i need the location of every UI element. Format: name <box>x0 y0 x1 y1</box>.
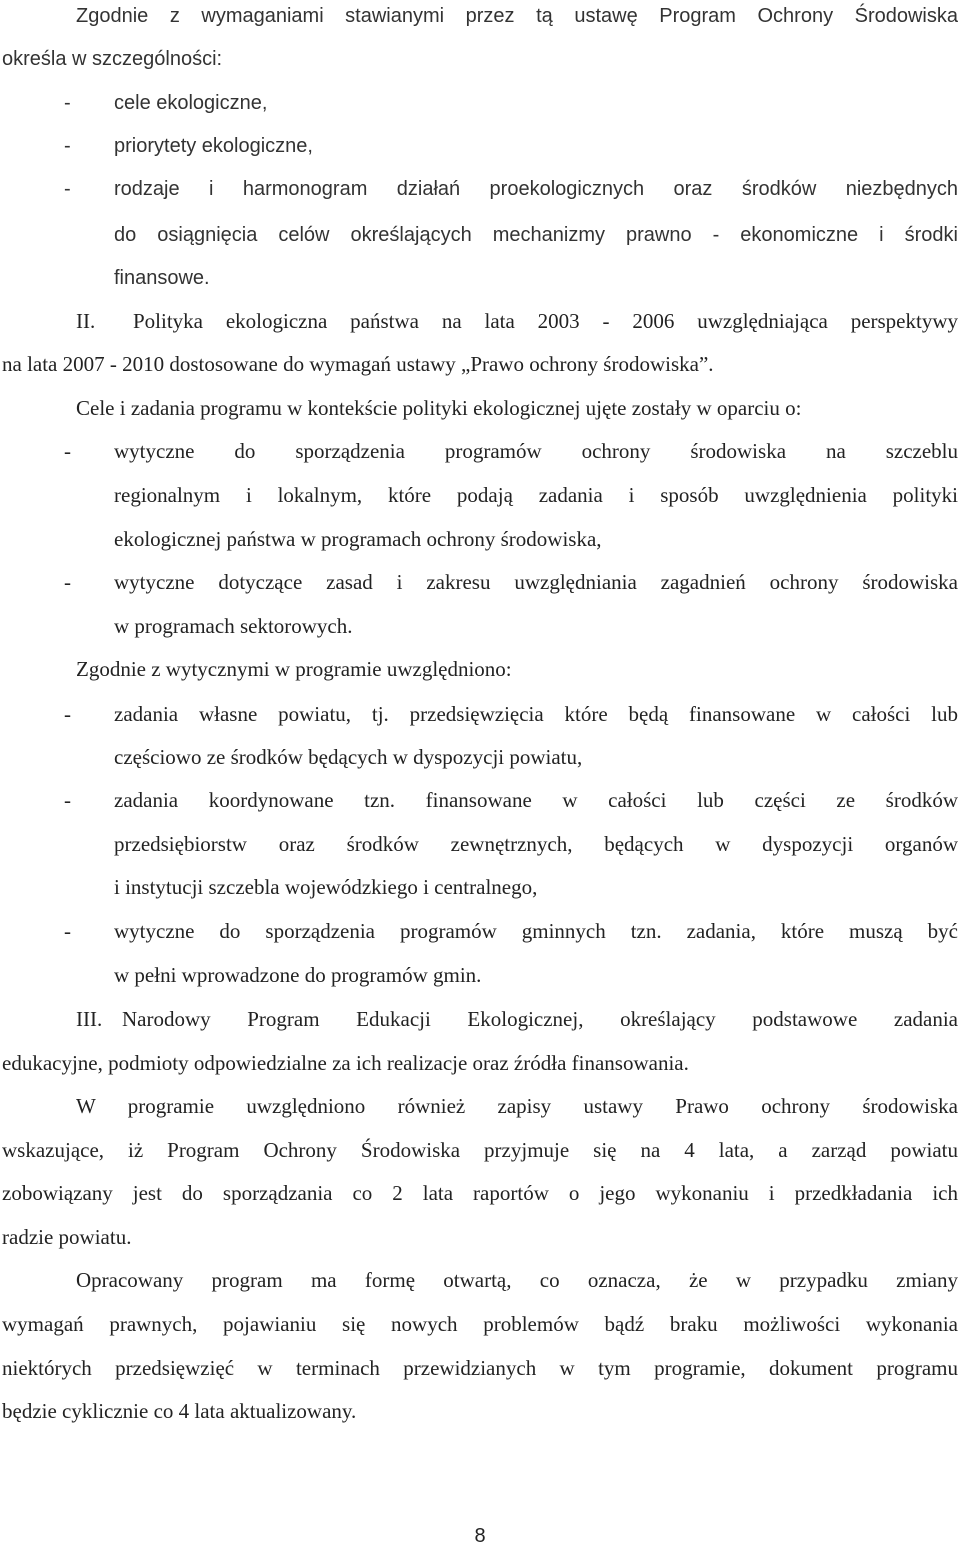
section-number: II. <box>76 309 96 333</box>
list-item: regionalnym i lokalnym, które podają zadania i sposób uwzględnienia polityki <box>114 483 958 507</box>
list-item: ekologicznej państwa w programach ochrony środowiska, <box>114 527 602 551</box>
list-dash: - <box>64 702 71 726</box>
paragraph-line: wymagań prawnych, pojawianiu się nowych problemów bądź braku możliwości wykonania <box>2 1312 958 1336</box>
paragraph-line: określa w szczególności: <box>2 48 223 70</box>
paragraph-line: Cele i zadania programu w kontekście polityki ekologicznej ujęte zostały w oparciu o: <box>76 396 802 420</box>
paragraph-line: W programie uwzględniono również zapisy ustawy Prawo ochrony środowiska <box>76 1094 958 1118</box>
list-item: do osiągnięcia celów określających mechanizmy prawno - ekonomiczne i środki <box>114 224 958 246</box>
list-item: i instytucji szczebla wojewódzkiego i centralnego, <box>114 875 538 899</box>
list-item: wytyczne dotyczące zasad i zakresu uwzględniania zagadnień ochrony środowiska <box>114 570 958 594</box>
list-item: wytyczne do sporządzenia programów gminnych tzn. zadania, które muszą być <box>114 919 958 943</box>
list-item: finansowe. <box>114 267 210 289</box>
paragraph-line: niektórych przedsięwzięć w terminach przewidzianych w tym programie, dokument programu <box>2 1356 958 1380</box>
section-heading-line: edukacyjne, podmioty odpowiedzialne za ich realizacje oraz źródła finansowania. <box>2 1051 689 1075</box>
page-number: 8 <box>474 1525 486 1547</box>
section-heading-line: Narodowy Program Edukacji Ekologicznej, określający podstawowe zadania <box>122 1007 958 1031</box>
list-dash: - <box>64 135 71 157</box>
paragraph-line: zobowiązany jest do sporządzania co 2 lata raportów o jego wykonaniu i przedkładania ich <box>2 1181 958 1205</box>
paragraph-line: Zgodnie z wymaganiami stawianymi przez tą ustawę Program Ochrony Środowiska <box>76 5 958 27</box>
section-heading-line: na lata 2007 - 2010 dostosowane do wymagań ustawy „Prawo ochrony środowiska”. <box>2 352 714 376</box>
paragraph-line: Zgodnie z wytycznymi w programie uwzględniono: <box>76 657 512 681</box>
paragraph-line: Opracowany program ma formę otwartą, co oznacza, że w przypadku zmiany <box>76 1268 958 1292</box>
list-item: zadania koordynowane tzn. finansowane w całości lub części ze środków <box>114 788 958 812</box>
list-item: wytyczne do sporządzenia programów ochrony środowiska na szczeblu <box>114 439 958 463</box>
list-dash: - <box>64 919 71 943</box>
list-item: zadania własne powiatu, tj. przedsięwzięcia które będą finansowane w całości lub <box>114 702 958 726</box>
list-item: cele ekologiczne, <box>114 92 268 114</box>
list-dash: - <box>64 178 71 200</box>
list-item: priorytety ekologiczne, <box>114 135 313 157</box>
list-dash: - <box>64 788 71 812</box>
list-dash: - <box>64 439 71 463</box>
list-item: rodzaje i harmonogram działań proekologicznych oraz środków niezbędnych <box>114 178 958 200</box>
list-item: w programach sektorowych. <box>114 614 353 638</box>
section-number: III. <box>76 1007 103 1031</box>
list-dash: - <box>64 570 71 594</box>
list-item: częściowo ze środków będących w dyspozycji powiatu, <box>114 745 583 769</box>
list-item: przedsiębiorstw oraz środków zewnętrznych, będących w dyspozycji organów <box>114 832 958 856</box>
paragraph-line: wskazujące, iż Program Ochrony Środowiska przyjmuje się na 4 lata, a zarząd powiatu <box>2 1138 958 1162</box>
section-heading-line: Polityka ekologiczna państwa na lata 2003 - 2006 uwzględniająca perspektywy <box>133 309 958 333</box>
list-item: w pełni wprowadzone do programów gmin. <box>114 963 482 987</box>
paragraph-line: będzie cyklicznie co 4 lata aktualizowany. <box>2 1399 357 1423</box>
paragraph-line: radzie powiatu. <box>2 1225 132 1249</box>
list-dash: - <box>64 92 71 114</box>
